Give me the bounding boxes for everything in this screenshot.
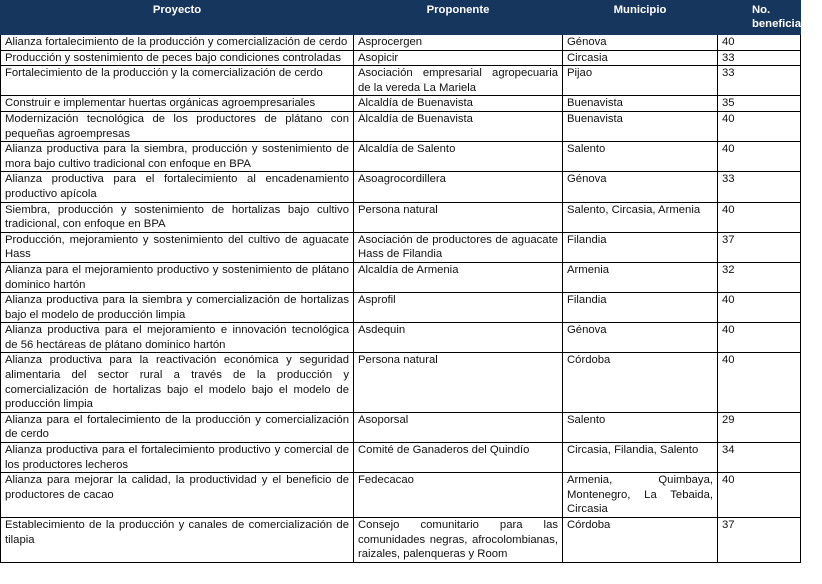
table-row: [1, 518, 801, 563]
cell-proyecto: Alianza productiva para la reactivación económica y seguridad alimentaria del sector rural a través de la producción y comercialización de hortalizas bajo el modelo bajo el modelo de producción limpia: [1, 353, 354, 412]
cell-proponente: Fedecacao: [354, 473, 563, 518]
table-row: [1, 353, 801, 412]
cell-beneficiarios: 40: [718, 353, 801, 412]
cell-municipio: Génova: [563, 172, 718, 202]
cell-beneficiarios: 29: [718, 412, 801, 442]
cell-beneficiarios: 40: [718, 202, 801, 232]
table-row: [1, 412, 801, 442]
cell-proponente: Alcaldía de Armenia: [354, 262, 563, 292]
cell-proponente: Asociación empresarial agropecuaria de la vereda La Mariela: [354, 66, 563, 96]
cell-beneficiarios: 35: [718, 96, 801, 112]
table-row: [1, 66, 801, 96]
cell-proyecto: Alianza productiva para la siembra, producción y sostenimiento de mora bajo cultivo tradicional con enfoque en BPA: [1, 142, 354, 172]
cell-proponente: Asopicir: [354, 50, 563, 66]
cell-proyecto: Siembra, producción y sostenimiento de hortalizas bajo cultivo tradicional, con enfoque en BPA: [1, 202, 354, 232]
cell-municipio: Buenavista: [563, 96, 718, 112]
cell-beneficiarios: 40: [718, 323, 801, 353]
header-proponente: Proponente: [354, 1, 563, 35]
header-proyecto: Proyecto: [1, 1, 354, 35]
cell-beneficiarios: 32: [718, 262, 801, 292]
header-municipio: Municipio: [563, 1, 718, 35]
cell-municipio: Génova: [563, 323, 718, 353]
table-row: [1, 35, 801, 51]
cell-proyecto: Modernización tecnológica de los productores de plátano con pequeñas agroempresas: [1, 111, 354, 141]
table-row: [1, 202, 801, 232]
cell-municipio: Córdoba: [563, 353, 718, 412]
cell-beneficiarios: 34: [718, 443, 801, 473]
cell-beneficiarios: 33: [718, 50, 801, 66]
cell-proyecto: Alianza productiva para el mejoramiento e innovación tecnológica de 56 hectáreas de plátano dominico hartón: [1, 323, 354, 353]
cell-municipio: Circasia: [563, 50, 718, 66]
cell-beneficiarios: 40: [718, 473, 801, 518]
cell-municipio: Circasia, Filandia, Salento: [563, 443, 718, 473]
cell-proponente: Asdequin: [354, 323, 563, 353]
cell-proponente: Persona natural: [354, 353, 563, 412]
cell-proyecto: Construir e implementar huertas orgánicas agroempresariales: [1, 96, 354, 112]
cell-proyecto: Alianza productiva para el fortalecimiento al encadenamiento productivo apícola: [1, 172, 354, 202]
table-row: [1, 96, 801, 112]
cell-proyecto: Alianza para el fortalecimiento de la producción y comercialización de cerdo: [1, 412, 354, 442]
table-row: [1, 111, 801, 141]
header-beneficiarios: No. beneficiarios: [718, 1, 801, 35]
cell-proyecto: Producción, mejoramiento y sostenimiento del cultivo de aguacate Hass: [1, 232, 354, 262]
cell-municipio: Génova: [563, 35, 718, 51]
cell-proponente: Asociación de productores de aguacate Hass de Filandia: [354, 232, 563, 262]
cell-proyecto: Producción y sostenimiento de peces bajo condiciones controladas: [1, 50, 354, 66]
cell-beneficiarios: 40: [718, 111, 801, 141]
cell-municipio: Filandia: [563, 293, 718, 323]
table-row: [1, 293, 801, 323]
cell-beneficiarios: 37: [718, 518, 801, 563]
cell-beneficiarios: 33: [718, 66, 801, 96]
cell-proponente: Comité de Ganaderos del Quindío: [354, 443, 563, 473]
table-row: [1, 50, 801, 66]
cell-proponente: Alcaldía de Salento: [354, 142, 563, 172]
cell-proponente: Asprocergen: [354, 35, 563, 51]
cell-proponente: Asoporsal: [354, 412, 563, 442]
cell-municipio: Filandia: [563, 232, 718, 262]
cell-beneficiarios: 40: [718, 293, 801, 323]
table-row: [1, 172, 801, 202]
cell-municipio: Salento, Circasia, Armenia: [563, 202, 718, 232]
cell-beneficiarios: 40: [718, 35, 801, 51]
cell-proyecto: Fortalecimiento de la producción y la comercialización de cerdo: [1, 66, 354, 96]
table-row: [1, 232, 801, 262]
table-row: [1, 473, 801, 518]
cell-proyecto: Alianza productiva para el fortalecimiento productivo y comercial de los productores lecheros: [1, 443, 354, 473]
cell-proyecto: Alianza productiva para la siembra y comercialización de hortalizas bajo el modelo de producción limpia: [1, 293, 354, 323]
cell-municipio: Córdoba: [563, 518, 718, 563]
cell-municipio: Salento: [563, 142, 718, 172]
cell-proponente: Persona natural: [354, 202, 563, 232]
cell-proyecto: Establecimiento de la producción y canales de comercialización de tilapia: [1, 518, 354, 563]
cell-proyecto: Alianza para el mejoramiento productivo y sostenimiento de plátano dominico hartón: [1, 262, 354, 292]
cell-proponente: Asprofil: [354, 293, 563, 323]
cell-proponente: Asoagrocordillera: [354, 172, 563, 202]
cell-municipio: Salento: [563, 412, 718, 442]
cell-beneficiarios: 33: [718, 172, 801, 202]
cell-municipio: Pijao: [563, 66, 718, 96]
cell-municipio: Armenia, Quimbaya, Montenegro, La Tebaida, Circasia: [563, 473, 718, 518]
cell-municipio: Buenavista: [563, 111, 718, 141]
cell-proponente: Alcaldía de Buenavista: [354, 96, 563, 112]
cell-beneficiarios: 40: [718, 142, 801, 172]
table-row: [1, 142, 801, 172]
cell-proyecto: Alianza fortalecimiento de la producción y comercialización de cerdo: [1, 35, 354, 51]
table-header-row: [1, 1, 801, 35]
table-row: [1, 323, 801, 353]
cell-proyecto: Alianza para mejorar la calidad, la productividad y el beneficio de productores de cacao: [1, 473, 354, 518]
table-row: [1, 262, 801, 292]
cell-municipio: Armenia: [563, 262, 718, 292]
table-row: [1, 443, 801, 473]
cell-proponente: Alcaldía de Buenavista: [354, 111, 563, 141]
cell-proponente: Consejo comunitario para las comunidades negras, afrocolombianas, raizales, palenqueras y Room: [354, 518, 563, 563]
cell-beneficiarios: 37: [718, 232, 801, 262]
